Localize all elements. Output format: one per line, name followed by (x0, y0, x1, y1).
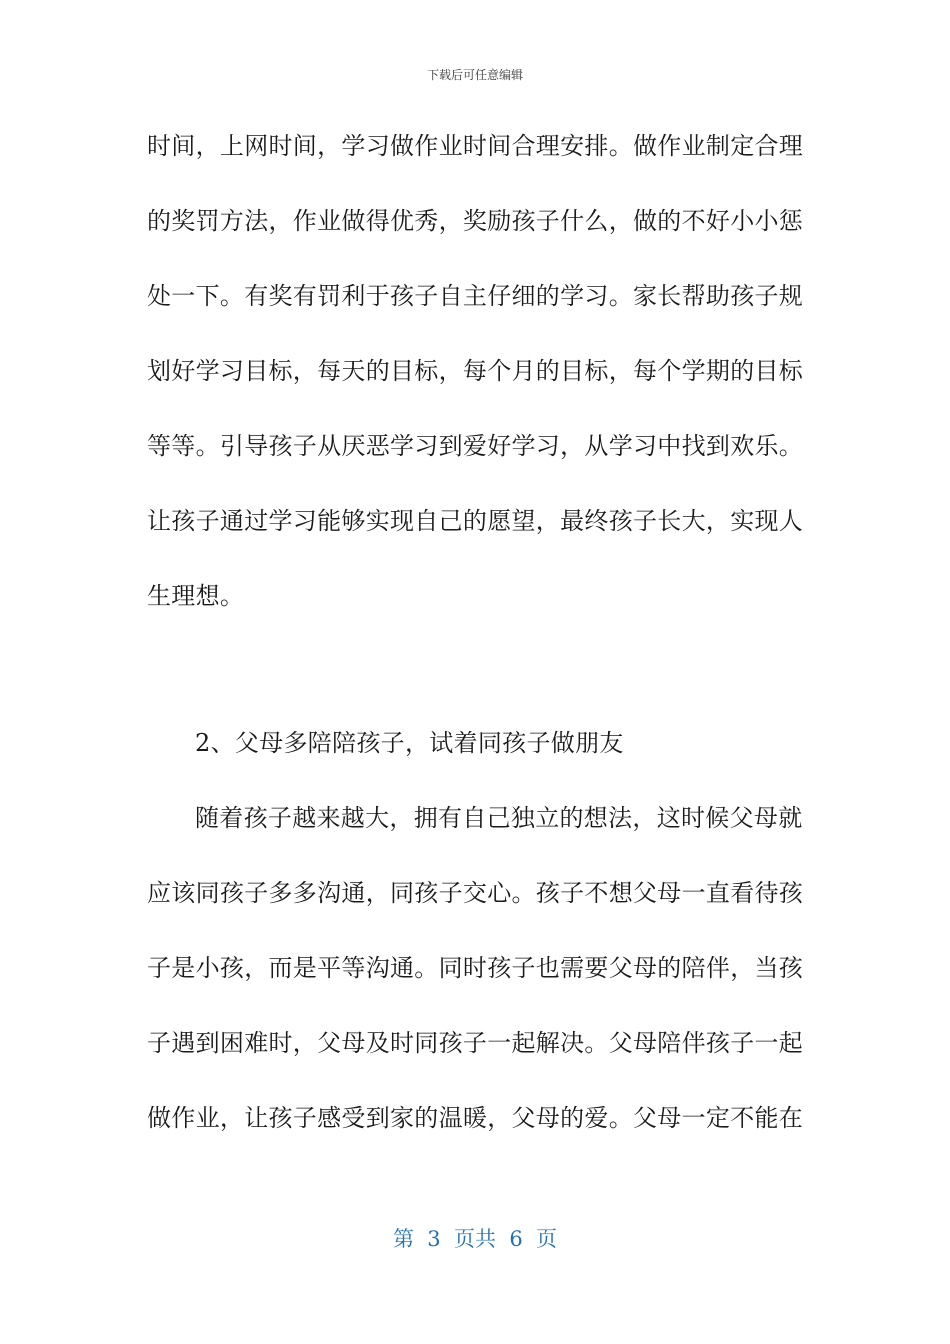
section-heading: 2、父母多陪陪孩子，试着同孩子做朋友 (195, 729, 624, 757)
paragraph-line: 随着孩子越来越大，拥有自己独立的想法，这时候父母就 (195, 804, 803, 832)
paragraph-line: 子遇到困难时，父母及时同孩子一起解决。父母陪伴孩子一起 (147, 1029, 804, 1057)
paragraph-line: 处一下。有奖有罚利于孩子自主仔细的学习。家长帮助孩子规 (147, 282, 804, 310)
paragraph-line: 时间，上网时间，学习做作业时间合理安排。做作业制定合理 (147, 132, 804, 160)
paragraph-line: 应该同孩子多多沟通，同孩子交心。孩子不想父母一直看待孩 (147, 879, 804, 907)
header-note: 下载后可任意编辑 (426, 68, 523, 82)
paragraph-line: 让孩子通过学习能够实现自己的愿望，最终孩子长大，实现人 (147, 507, 804, 535)
page-number-footer: 第 3 页共 6 页 (392, 1227, 558, 1251)
paragraph-line: 子是小孩，而是平等沟通。同时孩子也需要父母的陪伴，当孩 (147, 954, 804, 982)
paragraph-line: 等等。引导孩子从厌恶学习到爱好学习，从学习中找到欢乐。 (147, 432, 804, 460)
paragraph-line: 做作业，让孩子感受到家的温暖，父母的爱。父母一定不能在 (147, 1104, 804, 1132)
paragraph-line: 划好学习目标，每天的目标，每个月的目标，每个学期的目标 (147, 357, 804, 385)
paragraph-line: 的奖罚方法，作业做得优秀，奖励孩子什么，做的不好小小惩 (147, 207, 804, 235)
paragraph-line: 生理想。 (147, 582, 245, 610)
